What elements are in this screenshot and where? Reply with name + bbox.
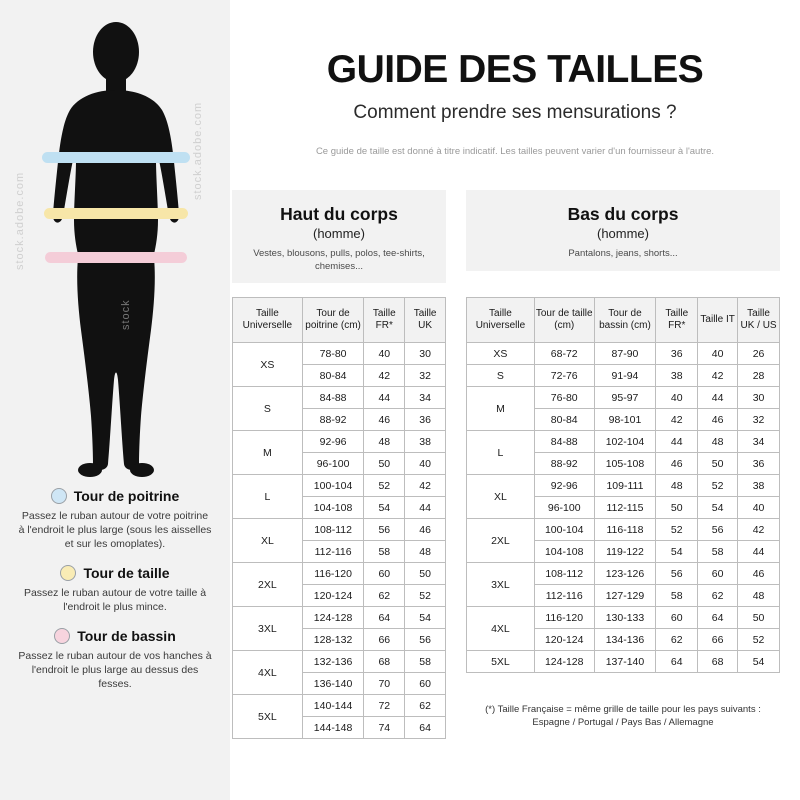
table-cell: 48 [405,541,446,563]
table-row [233,695,446,717]
table-cell: 52 [364,475,405,497]
table-cell: 28 [738,365,780,387]
universal-size-cell: S [467,365,535,387]
legend-label: Tour de poitrine [73,488,180,504]
footnote-text: (*) Taille Française = même grille de taille pour les pays suivants : Espagne / Portugal / Pays Bas / Allemagne [485,704,761,728]
table-cell: 112-116 [302,541,364,563]
table-cell: 60 [656,607,698,629]
table-cell: 112-116 [534,585,594,607]
table-cell: 52 [698,475,738,497]
table-row [467,343,780,365]
table-cell: 62 [656,629,698,651]
page-title: GUIDE DES TAILLES [326,48,704,91]
column-header: Taille FR* [656,298,698,343]
table-cell: 54 [656,541,698,563]
table-cell: 78-80 [302,343,364,365]
table-cell: 128-132 [302,629,364,651]
table-cell: 64 [656,651,698,673]
table-cell: 42 [698,365,738,387]
table-row [233,475,446,497]
table-cell: 132-136 [302,651,364,673]
upper-body-table-wrap [232,297,446,739]
lower-body-panel-head [466,190,780,271]
table-cell: 80-84 [534,409,594,431]
table-cell: 34 [738,431,780,453]
table-cell: 91-94 [594,365,656,387]
column-header: Taille UK [405,298,446,343]
table-cell: 80-84 [302,365,364,387]
table-cell: 96-100 [302,453,364,475]
table-cell: 109-111 [594,475,656,497]
legend-item-chest [6,488,224,551]
page-subtitle: Comment prendre ses mensurations ? [353,102,677,123]
table-cell: 46 [364,409,405,431]
table-cell: 54 [364,497,405,519]
table-cell: 60 [698,563,738,585]
table-cell: 127-129 [594,585,656,607]
upper-body-title: Haut du corps [280,204,398,224]
table-cell: 134-136 [594,629,656,651]
table-row [233,431,446,453]
table-cell: 26 [738,343,780,365]
universal-size-cell: 3XL [233,607,303,651]
hip-color-dot-icon [54,628,70,644]
universal-size-cell: L [467,431,535,475]
table-cell: 50 [738,607,780,629]
table-cell: 137-140 [594,651,656,673]
page-header [230,0,800,157]
table-row [233,519,446,541]
table-cell: 40 [738,497,780,519]
legend-title-hip [6,628,224,644]
table-cell: 144-148 [302,717,364,739]
table-cell: 44 [364,387,405,409]
table-row [233,651,446,673]
table-cell: 46 [698,409,738,431]
column-header: Taille UK / US [738,298,780,343]
table-row [233,607,446,629]
table-cell: 44 [698,387,738,409]
table-cell: 92-96 [534,475,594,497]
universal-size-cell: 2XL [467,519,535,563]
table-cell: 66 [698,629,738,651]
table-cell: 54 [405,607,446,629]
table-cell: 72-76 [534,365,594,387]
upper-body-description: Vestes, blousons, pulls, polos, tee-shirts, chemises... [253,248,425,272]
table-cell: 36 [405,409,446,431]
table-cell: 30 [738,387,780,409]
table-cell: 30 [405,343,446,365]
legend-label: Tour de taille [83,565,170,581]
legend-description: Passez le ruban autour de votre poitrine à l'endroit le plus large (sous les aisselles et sur les omoplates). [18,510,212,550]
watermark-text: stock [120,299,132,330]
table-cell: 74 [364,717,405,739]
legend-description: Passez le ruban autour de vos hanches à l'endroit le plus large au dessus des fesses. [18,650,212,690]
table-cell: 72 [364,695,405,717]
table-cell: 116-120 [302,563,364,585]
table-cell: 58 [656,585,698,607]
table-cell: 124-128 [302,607,364,629]
table-cell: 62 [698,585,738,607]
table-cell: 130-133 [594,607,656,629]
table-cell: 84-88 [534,431,594,453]
universal-size-cell: 5XL [233,695,303,739]
table-cell: 123-126 [594,563,656,585]
table-cell: 64 [405,717,446,739]
table-cell: 108-112 [534,563,594,585]
lower-body-title: Bas du corps [567,204,679,224]
table-row [467,365,780,387]
table-cell: 42 [405,475,446,497]
lower-body-table-wrap [466,297,780,673]
table-cell: 50 [698,453,738,475]
table-cell: 36 [656,343,698,365]
table-cell: 40 [364,343,405,365]
table-cell: 68 [698,651,738,673]
table-cell: 108-112 [302,519,364,541]
table-cell: 52 [738,629,780,651]
table-cell: 48 [364,431,405,453]
table-cell: 58 [364,541,405,563]
column-header: Tour de taille (cm) [534,298,594,343]
table-cell: 38 [405,431,446,453]
universal-size-cell: XL [467,475,535,519]
column-header: Taille FR* [364,298,405,343]
table-cell: 84-88 [302,387,364,409]
table-cell: 98-101 [594,409,656,431]
table-cell: 87-90 [594,343,656,365]
chest-tape-marker [42,152,190,163]
hip-tape-marker [45,252,187,263]
table-cell: 116-118 [594,519,656,541]
table-cell: 32 [405,365,446,387]
table-cell: 100-104 [302,475,364,497]
universal-size-cell: XS [233,343,303,387]
table-cell: 50 [405,563,446,585]
table-cell: 64 [364,607,405,629]
table-row [467,431,780,453]
column-header: Taille IT [698,298,738,343]
legend-description: Passez le ruban autour de votre taille à l'endroit le plus mince. [23,587,207,613]
lower-body-size-table [466,297,780,673]
table-cell: 68-72 [534,343,594,365]
universal-size-cell: L [233,475,303,519]
table-cell: 124-128 [534,651,594,673]
universal-size-cell: 4XL [467,607,535,651]
watermark-text: stock.adobe.com [192,101,204,200]
table-cell: 44 [738,541,780,563]
disclaimer-text: Ce guide de taille est donné à titre indicatif. Les tailles peuvent varier d'un fournisseur à l'autre. [315,146,715,157]
table-cell: 120-124 [534,629,594,651]
table-cell: 36 [738,453,780,475]
table-cell: 95-97 [594,387,656,409]
table-cell: 58 [405,651,446,673]
table-cell: 32 [738,409,780,431]
table-header-row [467,298,780,343]
table-cell: 46 [656,453,698,475]
table-cell: 96-100 [534,497,594,519]
table-cell: 34 [405,387,446,409]
table-row [467,651,780,673]
table-row [467,607,780,629]
table-cell: 64 [698,607,738,629]
table-row [467,563,780,585]
table-cell: 140-144 [302,695,364,717]
table-cell: 48 [698,431,738,453]
table-cell: 46 [405,519,446,541]
universal-size-cell: 3XL [467,563,535,607]
table-cell: 54 [738,651,780,673]
table-cell: 88-92 [534,453,594,475]
table-cell: 40 [405,453,446,475]
table-cell: 42 [364,365,405,387]
universal-size-cell: 2XL [233,563,303,607]
upper-body-size-table [232,297,446,739]
column-header: Tour de poitrine (cm) [302,298,364,343]
table-cell: 68 [364,651,405,673]
table-cell: 102-104 [594,431,656,453]
universal-size-cell: S [233,387,303,431]
table-cell: 92-96 [302,431,364,453]
watermark-text: stock.adobe.com [14,171,26,270]
male-silhouette-figure [0,0,230,500]
table-cell: 116-120 [534,607,594,629]
table-cell: 38 [656,365,698,387]
table-cell: 40 [656,387,698,409]
table-cell: 76-80 [534,387,594,409]
table-cell: 40 [698,343,738,365]
table-row [467,519,780,541]
table-header-row [233,298,446,343]
table-row [233,387,446,409]
table-cell: 56 [656,563,698,585]
table-cell: 50 [656,497,698,519]
table-cell: 42 [656,409,698,431]
table-cell: 50 [364,453,405,475]
table-cell: 56 [405,629,446,651]
universal-size-cell: 4XL [233,651,303,695]
legend-title-waist [6,565,224,581]
table-cell: 48 [738,585,780,607]
waist-tape-marker [44,208,188,219]
table-row [467,387,780,409]
upper-body-panel-head [232,190,446,283]
chest-color-dot-icon [51,488,67,504]
table-cell: 60 [364,563,405,585]
table-row [467,475,780,497]
table-cell: 104-108 [534,541,594,563]
table-cell: 62 [405,695,446,717]
table-cell: 119-122 [594,541,656,563]
table-cell: 44 [405,497,446,519]
universal-size-cell: XL [233,519,303,563]
lower-body-description: Pantalons, jeans, shorts... [568,248,678,259]
table-row [233,343,446,365]
waist-color-dot-icon [60,565,76,581]
legend-label: Tour de bassin [77,628,176,644]
column-header: Taille Universelle [233,298,303,343]
legend-title-chest [6,488,224,504]
table-cell: 48 [656,475,698,497]
table-cell: 88-92 [302,409,364,431]
table-cell: 104-108 [302,497,364,519]
table-cell: 105-108 [594,453,656,475]
lower-body-subtitle: (homme) [596,226,649,241]
column-header: Taille Universelle [467,298,535,343]
table-cell: 44 [656,431,698,453]
table-row [233,563,446,585]
universal-size-cell: 5XL [467,651,535,673]
table-cell: 136-140 [302,673,364,695]
table-cell: 56 [698,519,738,541]
table-cell: 54 [698,497,738,519]
table-cell: 70 [364,673,405,695]
legend-item-waist [6,565,224,614]
table-cell: 42 [738,519,780,541]
table-cell: 46 [738,563,780,585]
table-cell: 52 [405,585,446,607]
table-cell: 60 [405,673,446,695]
illustration-panel [0,0,230,800]
legend-item-hip [6,628,224,691]
table-cell: 52 [656,519,698,541]
measurement-legend [0,488,230,705]
table-cell: 100-104 [534,519,594,541]
table-cell: 66 [364,629,405,651]
table-cell: 62 [364,585,405,607]
universal-size-cell: M [233,431,303,475]
universal-size-cell: XS [467,343,535,365]
column-header: Tour de bassin (cm) [594,298,656,343]
upper-body-subtitle: (homme) [312,226,365,241]
table-cell: 38 [738,475,780,497]
table-cell: 58 [698,541,738,563]
table-cell: 120-124 [302,585,364,607]
universal-size-cell: M [467,387,535,431]
table-cell: 112-115 [594,497,656,519]
table-cell: 56 [364,519,405,541]
